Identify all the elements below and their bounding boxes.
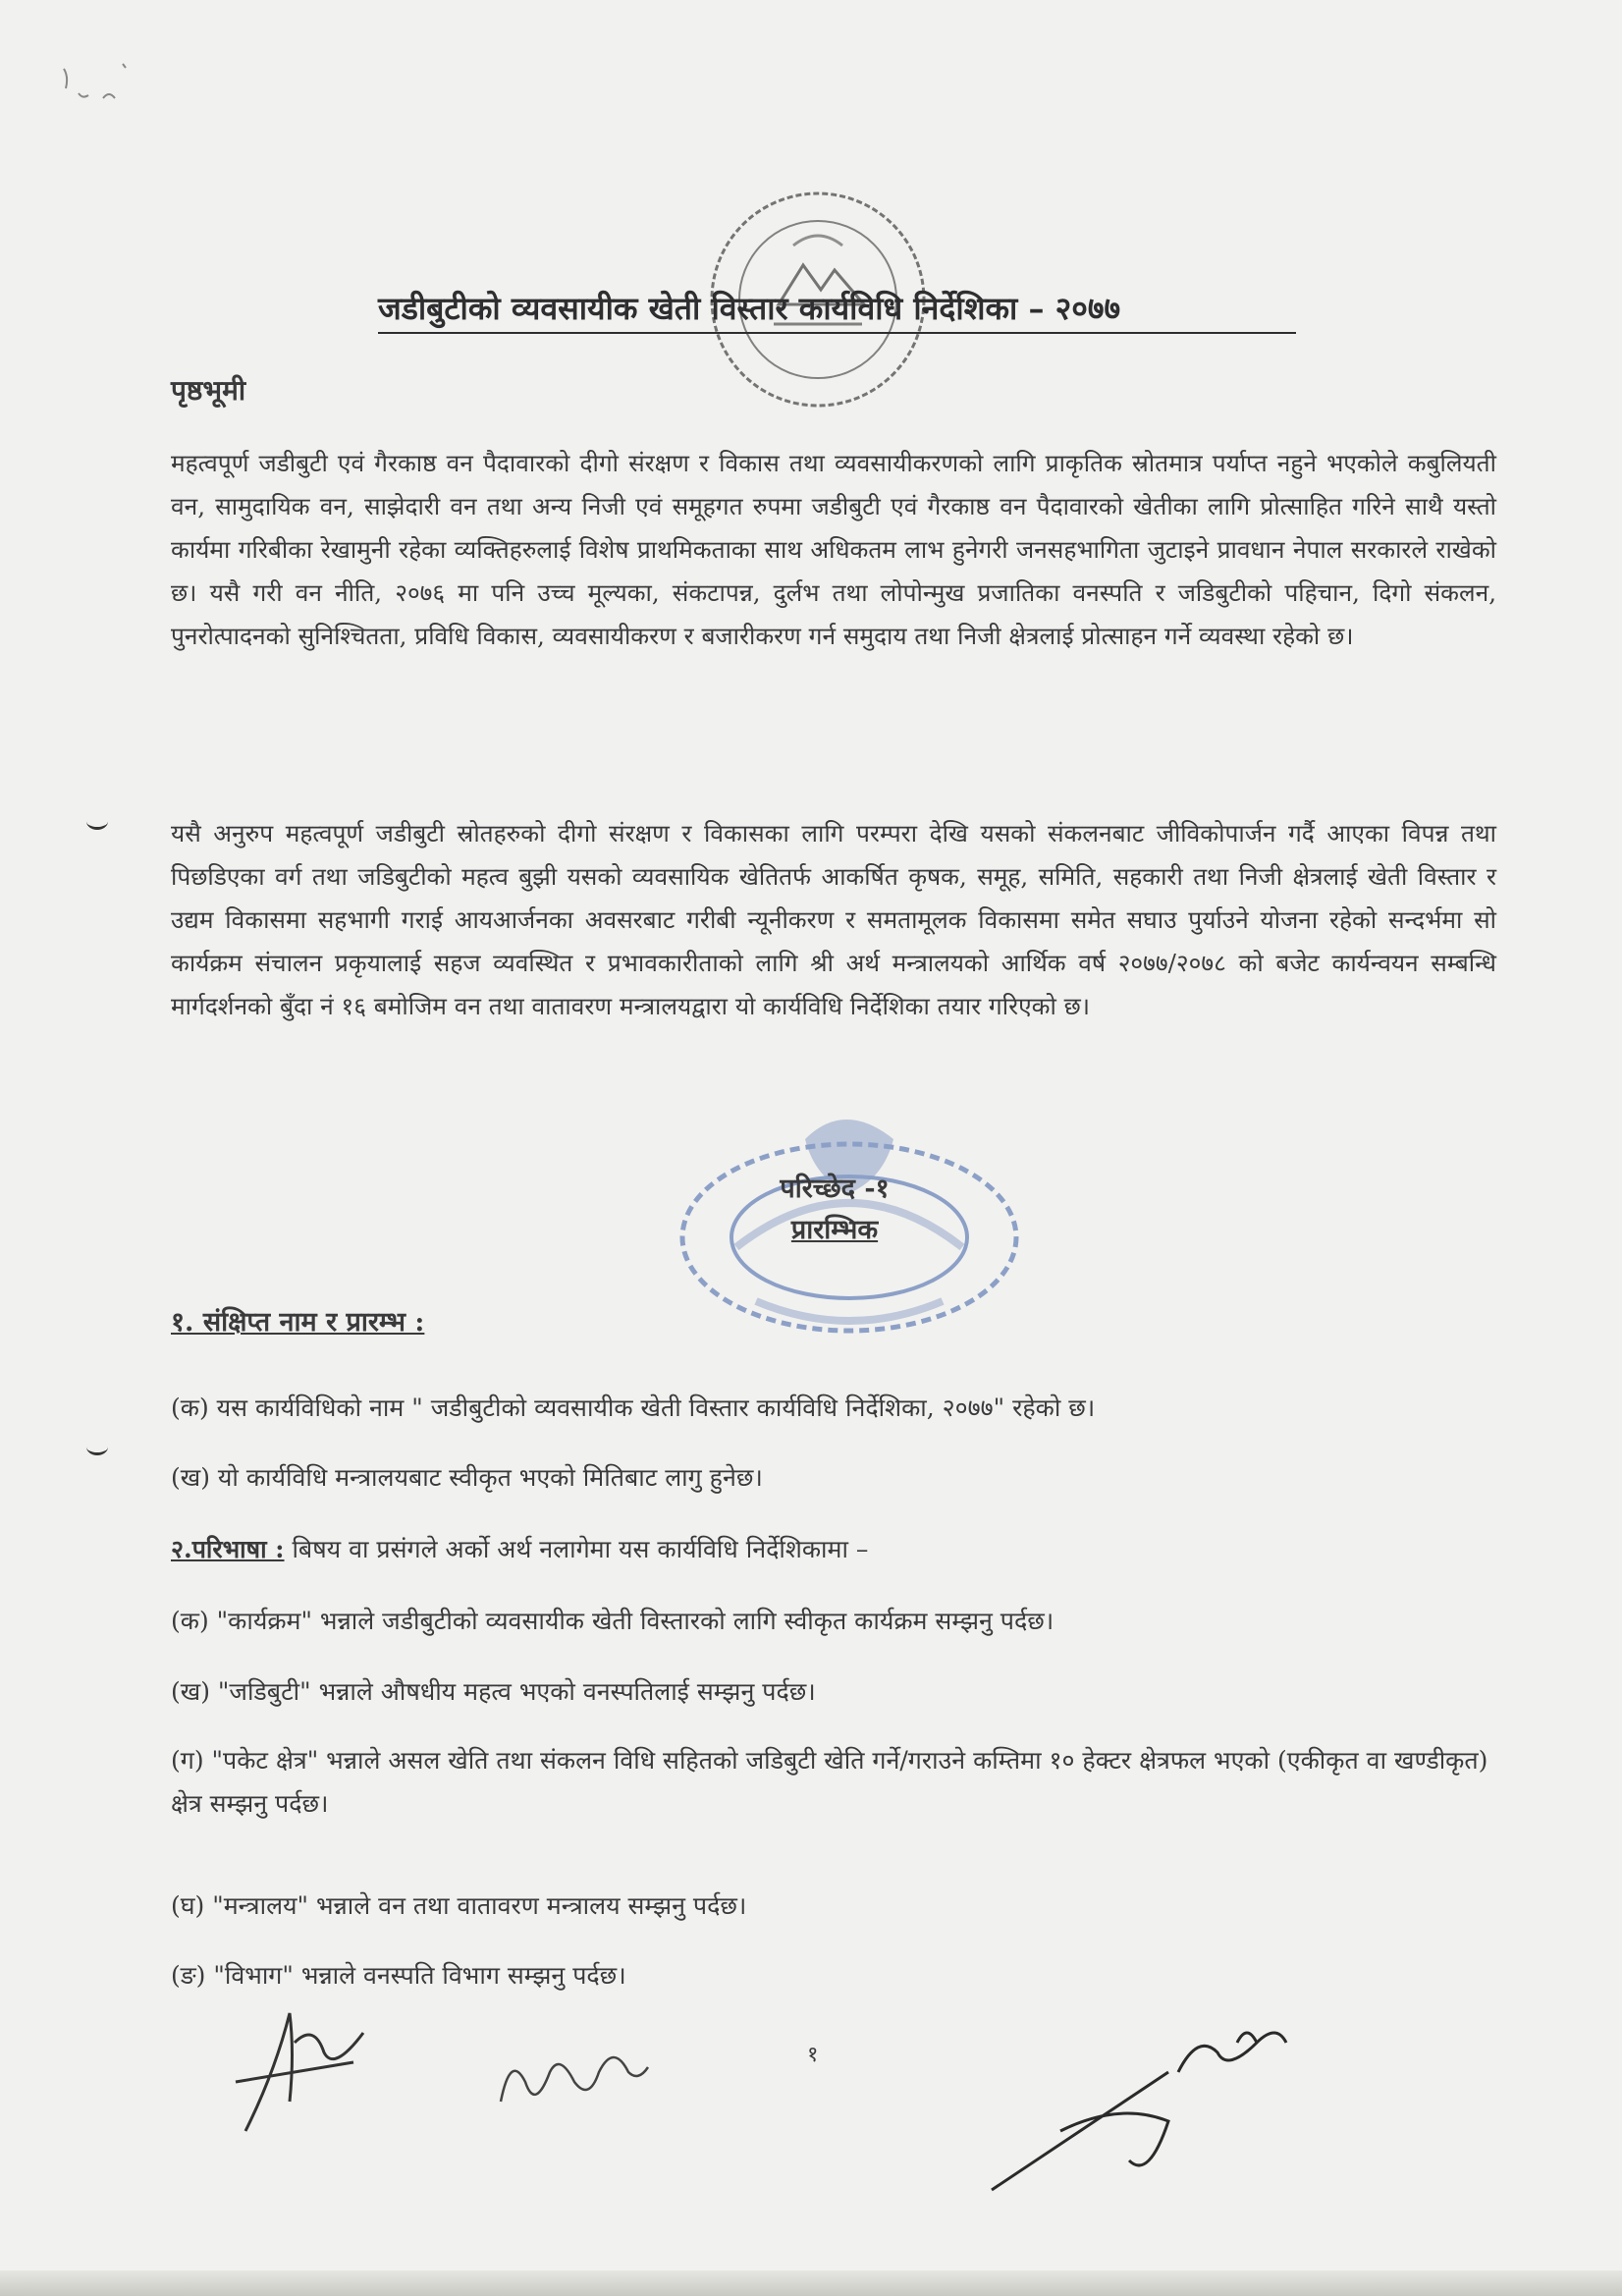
section-1-clause-kh: (ख) यो कार्यविधि मन्त्रालयबाट स्वीकृत भएको मितिबाट लागु हुनेछ।: [171, 1463, 763, 1492]
signature-1: [226, 2003, 383, 2141]
definition-ng: (ङ) "विभाग" भन्नाले वनस्पति विभाग सम्झनु पर्दछ।: [171, 1961, 626, 1990]
section-1-heading-text: १. संक्षिप्त नाम र प्रारम्भ :: [171, 1307, 425, 1338]
page-number: १: [807, 2043, 819, 2067]
definition-g: (ग) "पकेट क्षेत्र" भन्नाले असल खेति तथा संकलन विधि सहितको जडिबुटी खेति गर्ने/गराउने कम्तिमा १० हेक्टर क्षेत्रफल भएको (एकीकृत वा खण्डीकृत) क्षेत्र सम्झनु पर्दछ।: [171, 1746, 1488, 1818]
scan-specks: [49, 39, 177, 128]
document-title: जडीबुटीको व्यवसायीक खेती विस्तार कार्यविधि निर्देशिका – २०७७: [378, 287, 1296, 334]
punch-mark: [86, 1439, 108, 1455]
section-2-heading-text: २.परिभाषा :: [171, 1535, 285, 1563]
section-2-heading: [171, 1528, 1506, 1571]
definition-kh: (ख) "जडिबुटी" भन्नाले औषधीय महत्व भएको वनस्पतिलाई सम्झनु पर्दछ।: [171, 1677, 816, 1706]
signature-2: [491, 2023, 658, 2121]
chapter-label: परिच्छेद -१: [780, 1174, 890, 1204]
section-2-intro: बिषय वा प्रसंगले अर्को अर्थ नलागेमा यस कार्यविधि निर्देशिकामा –: [284, 1535, 869, 1563]
background-paragraph-2: यसै अनुरुप महत्वपूर्ण जडीबुटी स्रोतहरुको दीगो संरक्षण र विकासका लागि परम्परा देखि यसको संकलनबाट जीविकोपार्जन गर्दै आएका विपन्न तथा पिछडिएका वर्ग तथा जडिबुटीको महत्व बुझी यसको व्यवसायिक खेतितर्फ आकर्षित कृषक, समूह, समिति, सहकारी तथा निजी क्षेत्रलाई खेती विस्तार र उद्यम विकासमा सहभागी गराई आयआर्जनका अवसरबाट गरीबी न्यूनीकरण र समतामूलक विकासमा समेत सघाउ पुर्याउने योजना रहेको सन्दर्भमा सो कार्यक्रम संचालन प्रकृयालाई सहज व्यवस्थित र प्रभावकारीताको लागि श्री अर्थ मन्त्रालयको आर्थिक वर्ष २०७७/२०७८ को बजेट कार्यन्वयन सम्बन्धि मार्गदर्शनको बुँदा नं १६ बमोजिम वन तथा वातावरण मन्त्रालयद्वारा यो कार्यविधि निर्देशिका तयार गरिएको छ।: [171, 819, 1496, 1020]
definition-k: (क) "कार्यक्रम" भन्नाले जडीबुटीको व्यवसायीक खेती विस्तारको लागि स्वीकृत कार्यक्रम सम्झनु पर्दछ।: [171, 1607, 1054, 1635]
background-paragraph-1: महत्वपूर्ण जडीबुटी एवं गैरकाष्ठ वन पैदावारको दीगो संरक्षण र विकास तथा व्यवसायीकरणको लागि प्राकृतिक स्रोतमात्र पर्याप्त नहुने भएकोले कबुलियती वन, सामुदायिक वन, साझेदारी वन तथा अन्य निजी एवं समूहगत रुपमा जडीबुटी एवं गैरकाष्ठ वन पैदावारको खेतीका लागि प्रोत्साहित गरिने साथै यस्तो कार्यमा गरिबीका रेखामुनी रहेका व्यक्तिहरुलाई विशेष प्राथमिकताका साथ अधिकतम लाभ हुनेगरी जनसहभागिता जुटाइने प्रावधान नेपाल सरकारले राखेको छ। यसै गरी वन नीति, २०७६ मा पनि उच्च मूल्यका, संकटापन्न, दुर्लभ तथा लोपोन्मुख प्रजातिका वनस्पति र जडिबुटीको पहिचान, दिगो संकलन, पुनरोत्पादनको सुनिश्चितता, प्रविधि विकास, व्यवसायीकरण र बजारीकरण गर्न समुदाय तथा निजी क्षेत्रलाई प्रोत्साहन गर्ने व्यवस्था रहेको छ।: [171, 449, 1496, 650]
signature-3: [982, 2013, 1306, 2200]
scan-bottom-edge: [0, 2270, 1622, 2296]
background-heading: पृष्ठभूमी: [171, 374, 246, 407]
section-1-heading: [171, 1301, 1506, 1344]
section-1-clause-k: (क) यस कार्यविधिको नाम " जडीबुटीको व्यवसायीक खेती विस्तार कार्यविधि निर्देशिका, २०७७" रहेको छ।: [171, 1394, 1096, 1422]
chapter-title: प्रारम्भिक: [790, 1215, 879, 1245]
punch-mark: [86, 813, 108, 830]
definition-gh: (घ) "मन्त्रालय" भन्नाले वन तथा वातावरण मन्त्रालय सम्झनु पर्दछ।: [171, 1891, 747, 1920]
chapter-heading: [717, 1169, 952, 1251]
